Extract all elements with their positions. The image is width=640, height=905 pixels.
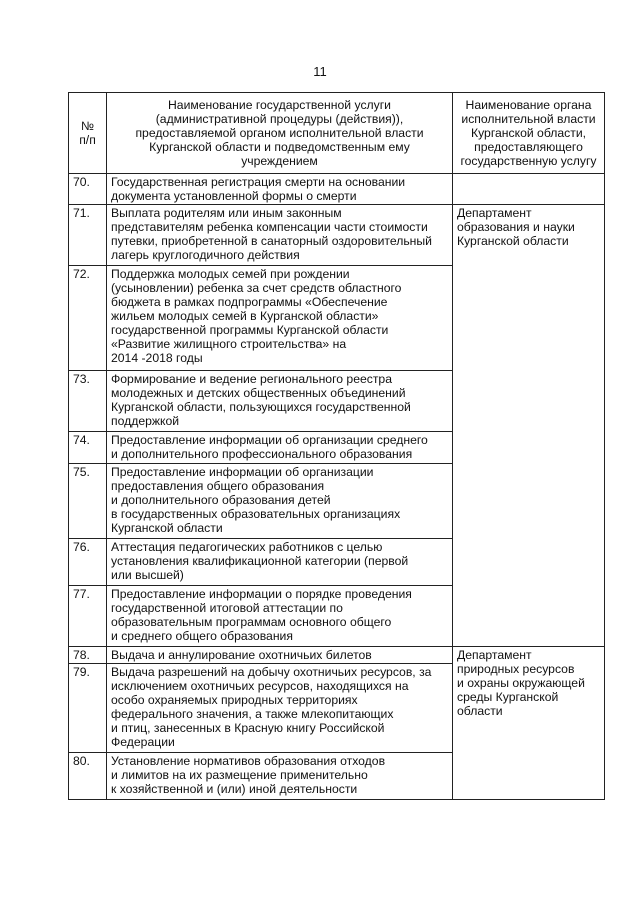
header-service-line: предоставляемой органом исполнительной власти (135, 126, 424, 140)
header-service (107, 93, 453, 174)
service-line: Предоставление информации об организации (111, 465, 374, 479)
service-name (107, 205, 453, 266)
service-line: и лимитов на их размещение применительно (111, 768, 368, 782)
service-line: Выдача и аннулирование охотничьих билетов (111, 648, 372, 662)
org-line: Департамент (457, 648, 532, 662)
service-line: Курганской области, пользующихся государственной (111, 400, 411, 414)
header-org-line: исполнительной власти (461, 112, 596, 126)
org-line: среды Курганской (457, 690, 559, 704)
service-line: и дополнительного профессионального образования (111, 447, 413, 461)
service-line: молодежных и детских общественных объединений (111, 386, 406, 400)
service-line: Формирование и ведение регионального реестра (111, 372, 392, 386)
row-number: 73. (69, 371, 107, 432)
service-line: путевки, приобретенной в санаторный оздоровительный (111, 234, 432, 248)
service-line: и дополнительного образования детей (111, 493, 331, 507)
header-service-line: Наименование государственной услуги (167, 98, 391, 112)
service-line: Предоставление информации о порядке проведения (111, 587, 412, 601)
header-org (453, 93, 605, 174)
service-line: или высшей) (111, 568, 184, 582)
row-number: 78. (69, 647, 107, 664)
service-line: исключением охотничьих ресурсов, находящихся на (111, 679, 409, 693)
services-table (68, 92, 605, 800)
header-org-line: Курганской области, (470, 126, 587, 140)
header-org-line: предоставляющего (474, 140, 583, 154)
org-line: Департамент (457, 206, 532, 220)
service-line: бюджета в рамках подпрограммы «Обеспечение (111, 295, 388, 309)
row-number: 71. (69, 205, 107, 266)
header-service-line: учреждением (241, 154, 318, 168)
header-num-line: № (80, 119, 95, 133)
service-line: Выплата родителям или иным законным (111, 206, 342, 220)
header-num-line: п/п (79, 133, 96, 147)
service-line: установления квалификационной категории (первой (111, 554, 409, 568)
row-number: 80. (69, 753, 107, 800)
service-line: документа установленной формы о смерти (111, 189, 357, 203)
table-header (69, 93, 605, 174)
service-name (107, 371, 453, 432)
service-name (107, 266, 453, 371)
row-number: 75. (69, 464, 107, 539)
service-line: Предоставление информации об организации среднего (111, 433, 428, 447)
service-line: 2014 -2018 годы (111, 351, 203, 365)
table-row (69, 174, 605, 205)
header-org-line: государственную услугу (460, 154, 597, 168)
service-line: лагерь круглогодичного действия (111, 248, 300, 262)
service-line: особо охраняемых природных территориях (111, 693, 358, 707)
service-line: Курганской области (111, 521, 223, 535)
header-org-line: Наименование органа (465, 98, 592, 112)
service-line: предоставления общего образования (111, 479, 325, 493)
header-num (69, 93, 107, 174)
row-number: 70. (69, 174, 107, 205)
service-name (107, 586, 453, 647)
service-line: Установление нормативов образования отходов (111, 754, 386, 768)
service-line: в государственных образовательных организациях (111, 507, 401, 521)
service-line: Выдача разрешений на добычу охотничьих ресурсов, за (111, 665, 432, 679)
service-name (107, 753, 453, 800)
org-line: образования и науки (457, 220, 575, 234)
service-name (107, 174, 453, 205)
service-line: жильем молодых семей в Курганской области» (111, 309, 379, 323)
org-education (453, 205, 605, 647)
row-number: 74. (69, 432, 107, 464)
page-number: 11 (313, 64, 327, 79)
table-row (69, 205, 605, 266)
row-number: 76. (69, 539, 107, 586)
service-line: представителям ребенка компенсации части стоимости (111, 220, 428, 234)
row-number: 72. (69, 266, 107, 371)
service-line: Аттестация педагогических работников с целью (111, 540, 383, 554)
service-name (107, 539, 453, 586)
service-line: государственной программы Курганской области (111, 323, 389, 337)
service-name (107, 647, 453, 664)
service-line: поддержкой (111, 414, 180, 428)
service-line: Федерации (111, 735, 175, 749)
service-line: образовательным программам основного общего (111, 615, 392, 629)
table-row (69, 647, 605, 664)
service-line: государственной итоговой аттестации по (111, 601, 343, 615)
service-line: «Развитие жилищного строительства» на (111, 337, 347, 351)
service-name (107, 664, 453, 753)
header-service-line: (административной процедуры (действия)), (155, 112, 404, 126)
service-line: федерального значения, а также млекопитающих (111, 707, 394, 721)
org-line: Курганской области (457, 234, 569, 248)
service-line: Государственная регистрация смерти на основании (111, 175, 406, 189)
service-line: Поддержка молодых семей при рождении (111, 267, 350, 281)
org-nature (453, 647, 605, 800)
header-service-line: Курганской области и подведомственным ему (149, 140, 410, 154)
service-line: и среднего общего образования (111, 629, 293, 643)
service-line: и птиц, занесенных в Красную книгу Российской (111, 721, 385, 735)
service-name (107, 432, 453, 464)
org-line: области (457, 704, 503, 718)
row-number: 77. (69, 586, 107, 647)
service-name (107, 464, 453, 539)
row-number: 79. (69, 664, 107, 753)
org-line: природных ресурсов (457, 662, 575, 676)
service-line: к хозяйственной и (или) иной деятельности (111, 782, 358, 796)
org-cell-empty (453, 174, 605, 205)
org-line: и охраны окружающей (457, 676, 585, 690)
service-line: (усыновлении) ребенка за счет средств областного (111, 281, 402, 295)
